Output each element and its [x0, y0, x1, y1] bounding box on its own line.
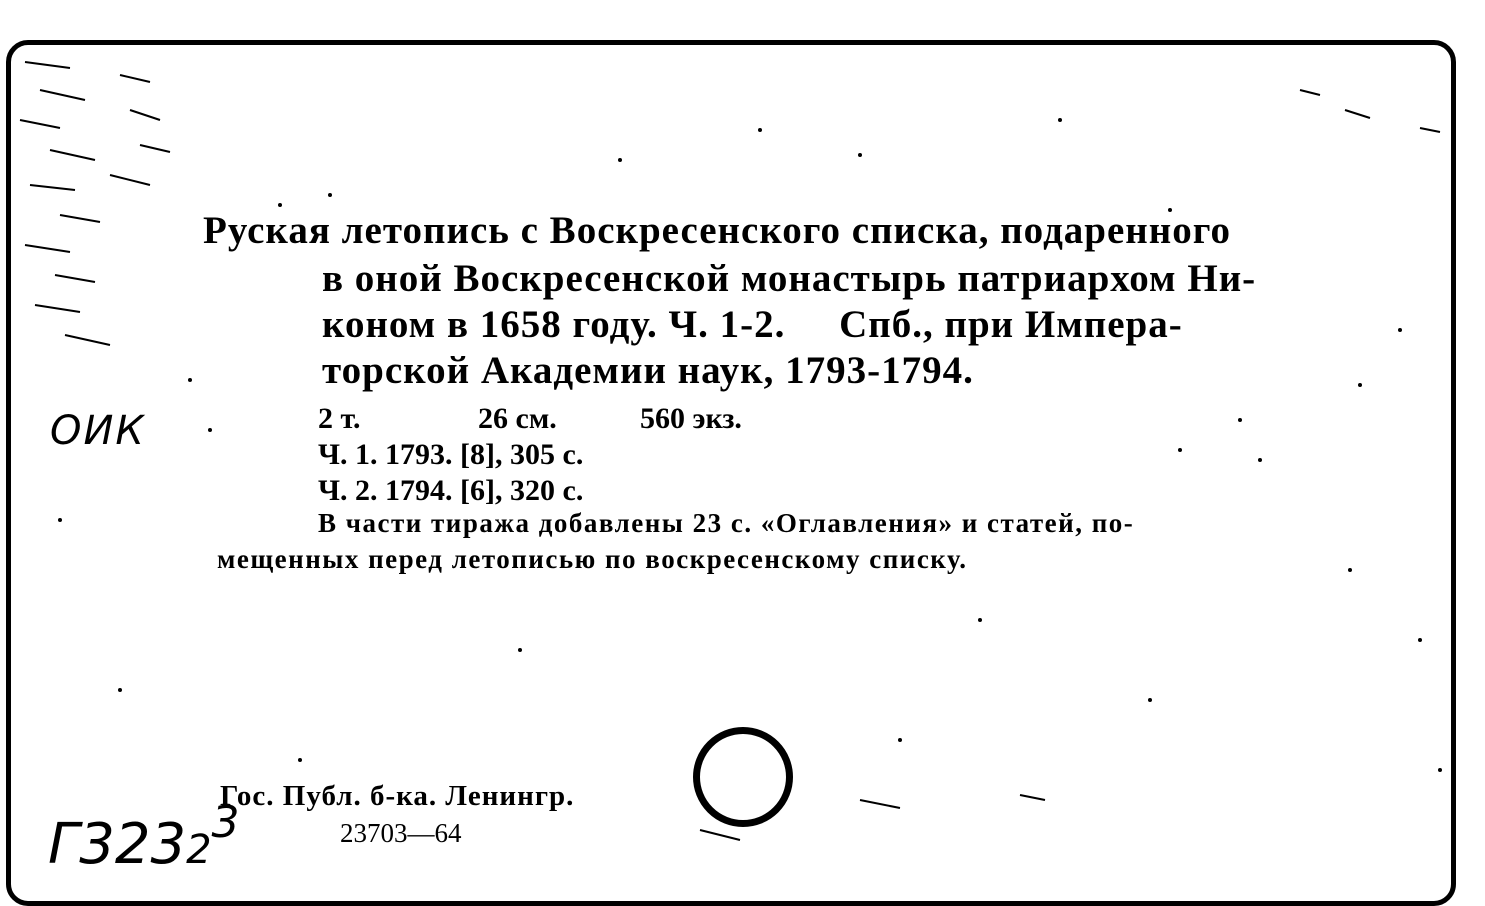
handwritten-shelfmark: [48, 797, 240, 877]
shelfmark-superscript: 3: [211, 797, 240, 848]
title-line-1: Руская летопись с Воскресенского списка, подаренного: [203, 209, 1231, 252]
volumes-count: 2 т.: [318, 402, 361, 435]
shelfmark-main: Г323: [48, 812, 187, 877]
book-height: 26 см.: [478, 402, 557, 435]
part-2-line: Ч. 2. 1794. [6], 320 с.: [318, 474, 584, 507]
punch-hole: [693, 727, 793, 827]
title-line-2: в оной Воскресенской монастырь патриархом Ни-: [322, 257, 1257, 300]
print-run: 560 экз.: [640, 402, 742, 435]
note-line-2: мещенных перед летописью по воскресенскому списку.: [217, 544, 968, 574]
title-line-4: торской Академии наук, 1793-1794.: [322, 349, 974, 392]
shelfmark-suffix: 2: [186, 827, 212, 873]
stamp-number: 23703—64: [340, 818, 462, 848]
library-stamp: Гос. Публ. б-ка. Ленингр.: [220, 780, 575, 812]
note-line-1: В части тиража добавлены 23 с. «Оглавления» и статей, по-: [318, 508, 1135, 538]
title-line-3: коном в 1658 году. Ч. 1-2. Спб., при Импера-: [322, 303, 1183, 346]
handwritten-mark: ОИК: [50, 408, 146, 454]
part-1-line: Ч. 1. 1793. [8], 305 с.: [318, 438, 584, 471]
